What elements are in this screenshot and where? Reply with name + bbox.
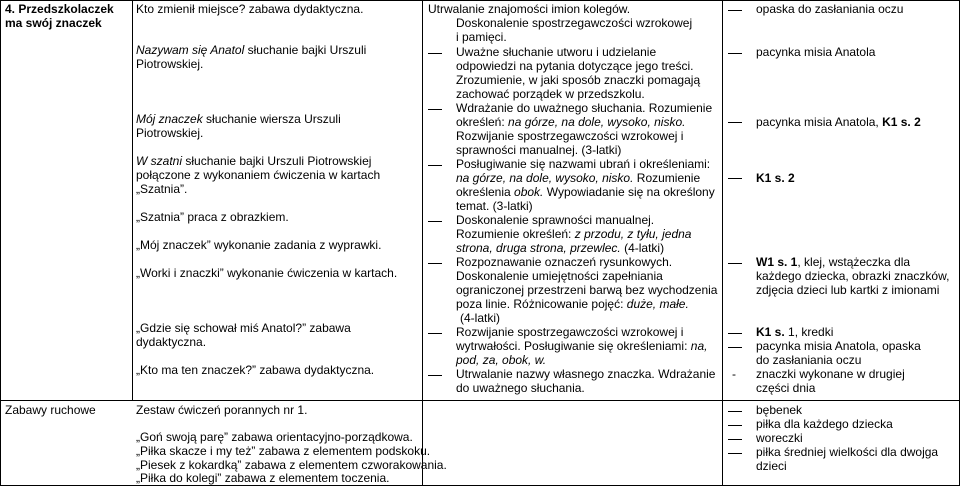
activity-item: Nazywam się Anatol słuchanie bajki Urszuli (136, 43, 367, 57)
bullet-dash (728, 178, 742, 179)
goal-line: zachować porządek w przedszkolu. (456, 87, 645, 101)
material-line: K1 s. 1, kredki (756, 325, 834, 339)
table-row-divider (0, 400, 960, 401)
goal-line: Rozpoznawanie oznaczeń rysunkowych. (456, 255, 673, 269)
material-line: znaczki wykonane w drugiej (756, 367, 905, 381)
goal-line: Rozwijanie spostrzegawczości wzrokowej i (456, 129, 684, 143)
bullet-dash (428, 53, 442, 54)
section-title: Zabawy ruchowe (5, 403, 96, 417)
bullet-dash (728, 411, 742, 412)
material-line: W1 s. 1, klej, wstążeczka dla (756, 255, 911, 269)
goal-line: ograniczonej przestrzeni barwą bez wychodzenia (456, 283, 718, 297)
material-line: piłka średniej wielkości dla dwojga (756, 445, 939, 459)
goal-line: Wdrażanie do uważnego słuchania. Rozumienie (456, 101, 713, 115)
unit-title (5, 3, 130, 30)
material-line: każdego dziecka, obrazki znaczków, (756, 269, 950, 283)
bullet-dash (428, 165, 442, 166)
goal-line: Utrwalanie nazwy własnego znaczka. Wdrażanie (456, 367, 716, 381)
goal-line: Zrozumienie, w jaki sposób znaczki pomagają (456, 73, 701, 87)
activity-item: „Mój znaczek” wykonanie zadania z wyprawki. (136, 238, 382, 252)
goal-line: Posługiwanie się nazwami ubrań i określeniami: (456, 157, 711, 171)
unit-title-line: 4. Przedszkolaczek (5, 2, 114, 16)
material-line: do zasłaniania oczu (756, 353, 862, 367)
bullet-dash (728, 425, 742, 426)
goal-line: Rozumienie określeń: z przodu, z tyłu, jedna (456, 227, 692, 241)
table-column-divider (722, 0, 723, 486)
unit-title-line: ma swój znaczek (5, 15, 102, 30)
bullet-dash (428, 263, 442, 264)
material-line: bębenek (756, 403, 803, 417)
material-line: dzieci (756, 459, 787, 473)
bullet-dash (728, 453, 742, 454)
goal-line: Doskonalenie sprawności manualnej. (456, 213, 655, 227)
material-line: zdjęcia dzieci lub kartki z imionami (756, 283, 940, 297)
goal-line: do uważnego słuchania. (456, 381, 585, 395)
activity-item: Kto zmienił miejsce? zabawa dydaktyczna. (136, 2, 364, 16)
activity-item: „Szatnia” praca z obrazkiem. (136, 210, 289, 224)
bullet-dash (428, 333, 442, 334)
goal-line: pod, za, obok, w. (456, 353, 547, 367)
table-border-left (0, 0, 1, 486)
goal-line: wytrwałości. Posługiwanie się określeniami: na, (456, 339, 708, 353)
goal-line: na górze, na dole, wysoko, nisko. Rozumienie (456, 171, 701, 185)
material-line: pacynka misia Anatola (756, 45, 876, 59)
activity-item: Mój znaczek słuchanie wiersza Urszuli (136, 112, 341, 126)
table-column-divider (422, 0, 423, 486)
material-line: opaska do zasłaniania oczu (756, 2, 904, 16)
goal-line: Rozwijanie spostrzegawczości wzrokowej i (456, 325, 684, 339)
activity-item: „Piłka skacze i my też” zabawa z elementem podskoku. (136, 444, 431, 458)
bullet-dash (428, 221, 442, 222)
material-line: piłka dla każdego dziecka (756, 417, 893, 431)
activity-item: „Gdzie się schował miś Anatol?” zabawa (136, 321, 351, 335)
material-bullet-hyphen: - (732, 367, 736, 381)
material-line: pacynka misia Anatola, opaska (756, 339, 921, 353)
goal-line: określeń: na górze, na dole, wysoko, nisko. (456, 115, 686, 129)
activity-item-continuation: „Szatnia”. (136, 182, 188, 196)
goal-line: Doskonalenie spostrzegawczości wzrokowej (456, 16, 693, 30)
bullet-dash (428, 109, 442, 110)
material-line: części dnia (756, 381, 816, 395)
material-line: K1 s. 2 (756, 171, 795, 185)
goal-line: odpowiedzi na pytania dotyczące jego treści. (456, 59, 694, 73)
material-line: woreczki (756, 431, 803, 445)
activity-item: „Piesek z kokardką” zabawa z elementem czworakowania. (136, 458, 447, 472)
bullet-dash (728, 53, 742, 54)
activity-item: „Piłka do kolegi” zabawa z elementem toczenia. (136, 471, 390, 485)
goal-line: Uważne słuchanie utworu i udzielanie (456, 45, 657, 59)
activity-item-continuation: połączone z wykonaniem ćwiczenia w kartach (136, 168, 381, 182)
activity-item: W szatni słuchanie bajki Urszuli Piotrowskiej (136, 154, 372, 168)
goal-line: strona, druga strona, przewlec. (4-latki) (456, 241, 665, 255)
activity-item-continuation: Piotrowskiej. (136, 57, 204, 71)
goal-line: temat. (3-latki) (456, 199, 533, 213)
bullet-dash (728, 439, 742, 440)
bullet-dash (728, 263, 742, 264)
activity-item-continuation: dydaktyczna. (136, 335, 207, 349)
goal-line: Doskonalenie umiejętności zapełniania (456, 269, 663, 283)
activity-item: „Goń swoją parę” zabawa orientacyjno-porządkowa. (136, 430, 413, 444)
bullet-dash (728, 10, 742, 11)
goal-line: (4-latki) (460, 311, 501, 325)
table-border-top (0, 0, 960, 1)
bullet-dash (728, 347, 742, 348)
bullet-dash (728, 122, 742, 123)
goal-line: i pamięci. (456, 30, 507, 44)
activity-item-continuation: Piotrowskiej. (136, 126, 204, 140)
goal-line: Utrwalanie znajomości imion kolegów. (428, 2, 631, 16)
material-line: pacynka misia Anatola, K1 s. 2 (756, 115, 921, 129)
table-column-divider (132, 0, 133, 400)
bullet-dash (728, 333, 742, 334)
activity-item: „Kto ma ten znaczek?” zabawa dydaktyczna. (136, 363, 375, 377)
goal-line: poza linie. Różnicowanie pojęć: duże, małe. (456, 297, 689, 311)
activity-item: „Worki i znaczki” wykonanie ćwiczenia w kartach. (136, 266, 398, 280)
goal-line: określenia obok. Wypowiadanie się na określony (456, 185, 715, 199)
activity-item: Zestaw ćwiczeń porannych nr 1. (136, 403, 308, 417)
goal-line: sprawności manualnej. (3-latki) (456, 143, 622, 157)
bullet-dash (428, 375, 442, 376)
